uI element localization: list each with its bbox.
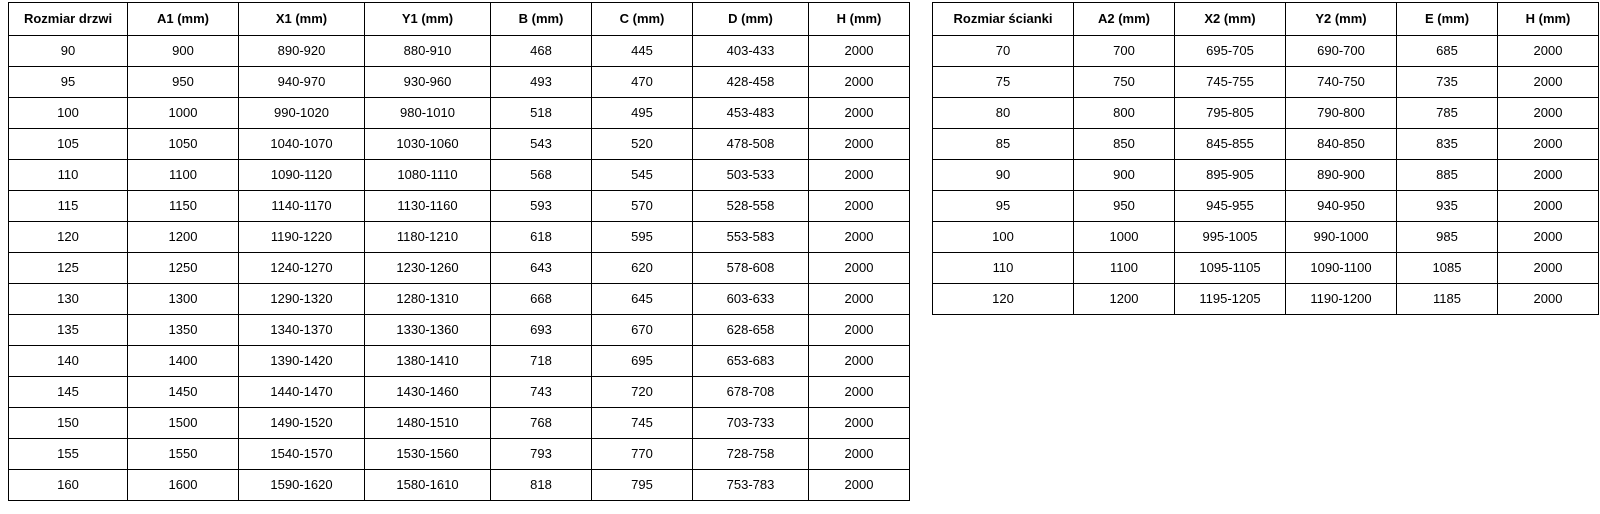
table-cell: 740-750	[1286, 67, 1397, 98]
table-cell: 90	[9, 36, 128, 67]
table-cell: 1195-1205	[1175, 284, 1286, 315]
doors-table-body	[9, 36, 910, 501]
table-cell: 1090-1120	[239, 160, 365, 191]
table-cell: 468	[491, 36, 592, 67]
table-cell: 120	[933, 284, 1074, 315]
table-row	[933, 253, 1599, 284]
table-cell: 80	[933, 98, 1074, 129]
table-row	[9, 67, 910, 98]
table-cell: 900	[128, 36, 239, 67]
column-header: H (mm)	[1498, 3, 1599, 36]
table-cell: 840-850	[1286, 129, 1397, 160]
table-row	[933, 129, 1599, 160]
column-header: A2 (mm)	[1074, 3, 1175, 36]
table-cell: 2000	[809, 377, 910, 408]
table-cell: 620	[592, 253, 693, 284]
table-cell: 2000	[809, 129, 910, 160]
table-row	[9, 129, 910, 160]
table-cell: 2000	[1498, 129, 1599, 160]
table-cell: 880-910	[365, 36, 491, 67]
table-row	[9, 470, 910, 501]
table-cell: 470	[592, 67, 693, 98]
column-header: H (mm)	[809, 3, 910, 36]
column-header: B (mm)	[491, 3, 592, 36]
table-cell: 890-920	[239, 36, 365, 67]
table-cell: 745-755	[1175, 67, 1286, 98]
table-cell: 1350	[128, 315, 239, 346]
table-cell: 120	[9, 222, 128, 253]
table-cell: 2000	[809, 315, 910, 346]
table-cell: 768	[491, 408, 592, 439]
table-cell: 403-433	[693, 36, 809, 67]
table-cell: 950	[1074, 191, 1175, 222]
column-header: Rozmiar drzwi	[9, 3, 128, 36]
table-cell: 995-1005	[1175, 222, 1286, 253]
table-row	[9, 253, 910, 284]
table-cell: 1380-1410	[365, 346, 491, 377]
table-row	[933, 284, 1599, 315]
table-cell: 2000	[1498, 36, 1599, 67]
table-cell: 2000	[809, 408, 910, 439]
table-cell: 603-633	[693, 284, 809, 315]
table-cell: 1290-1320	[239, 284, 365, 315]
table-cell: 643	[491, 253, 592, 284]
table-cell: 95	[933, 191, 1074, 222]
table-cell: 2000	[1498, 284, 1599, 315]
table-row	[9, 408, 910, 439]
table-cell: 135	[9, 315, 128, 346]
table-cell: 990-1020	[239, 98, 365, 129]
table-row	[9, 439, 910, 470]
table-cell: 1150	[128, 191, 239, 222]
table-cell: 160	[9, 470, 128, 501]
table-cell: 770	[592, 439, 693, 470]
table-cell: 1185	[1397, 284, 1498, 315]
table-cell: 155	[9, 439, 128, 470]
column-header: E (mm)	[1397, 3, 1498, 36]
table-cell: 130	[9, 284, 128, 315]
table-cell: 2000	[1498, 222, 1599, 253]
doors-dimensions-table-container	[8, 2, 910, 501]
table-cell: 1240-1270	[239, 253, 365, 284]
table-row	[9, 98, 910, 129]
table-cell: 800	[1074, 98, 1175, 129]
table-cell: 1190-1200	[1286, 284, 1397, 315]
table-cell: 100	[933, 222, 1074, 253]
table-cell: 495	[592, 98, 693, 129]
table-cell: 1100	[1074, 253, 1175, 284]
table-cell: 645	[592, 284, 693, 315]
table-cell: 2000	[809, 284, 910, 315]
table-cell: 790-800	[1286, 98, 1397, 129]
table-cell: 1250	[128, 253, 239, 284]
table-cell: 728-758	[693, 439, 809, 470]
table-cell: 595	[592, 222, 693, 253]
table-cell: 1040-1070	[239, 129, 365, 160]
table-cell: 578-608	[693, 253, 809, 284]
table-cell: 2000	[809, 439, 910, 470]
table-row	[9, 377, 910, 408]
table-row	[933, 67, 1599, 98]
table-cell: 1200	[1074, 284, 1175, 315]
table-cell: 1500	[128, 408, 239, 439]
walls-dimensions-table	[932, 2, 1599, 315]
table-cell: 2000	[809, 36, 910, 67]
table-cell: 520	[592, 129, 693, 160]
table-cell: 1190-1220	[239, 222, 365, 253]
table-cell: 1330-1360	[365, 315, 491, 346]
table-row	[9, 160, 910, 191]
table-row	[9, 36, 910, 67]
table-cell: 720	[592, 377, 693, 408]
table-cell: 75	[933, 67, 1074, 98]
table-cell: 1390-1420	[239, 346, 365, 377]
table-cell: 493	[491, 67, 592, 98]
table-row	[933, 191, 1599, 222]
table-row	[9, 222, 910, 253]
table-cell: 2000	[809, 191, 910, 222]
table-cell: 795-805	[1175, 98, 1286, 129]
table-cell: 718	[491, 346, 592, 377]
table-cell: 753-783	[693, 470, 809, 501]
table-cell: 543	[491, 129, 592, 160]
table-row	[933, 222, 1599, 253]
table-cell: 1430-1460	[365, 377, 491, 408]
table-cell: 593	[491, 191, 592, 222]
table-cell: 1000	[1074, 222, 1175, 253]
table-cell: 2000	[809, 253, 910, 284]
table-cell: 110	[9, 160, 128, 191]
table-cell: 553-583	[693, 222, 809, 253]
column-header: Y1 (mm)	[365, 3, 491, 36]
table-cell: 453-483	[693, 98, 809, 129]
table-cell: 2000	[1498, 160, 1599, 191]
column-header: Rozmiar ścianki	[933, 3, 1074, 36]
table-cell: 503-533	[693, 160, 809, 191]
table-cell: 1180-1210	[365, 222, 491, 253]
table-cell: 115	[9, 191, 128, 222]
table-cell: 1550	[128, 439, 239, 470]
table-cell: 1590-1620	[239, 470, 365, 501]
table-cell: 428-458	[693, 67, 809, 98]
table-cell: 940-950	[1286, 191, 1397, 222]
table-cell: 940-970	[239, 67, 365, 98]
column-header: C (mm)	[592, 3, 693, 36]
table-cell: 2000	[1498, 253, 1599, 284]
table-cell: 2000	[1498, 191, 1599, 222]
table-cell: 140	[9, 346, 128, 377]
table-cell: 930-960	[365, 67, 491, 98]
table-cell: 1230-1260	[365, 253, 491, 284]
table-cell: 70	[933, 36, 1074, 67]
table-cell: 850	[1074, 129, 1175, 160]
table-cell: 2000	[1498, 67, 1599, 98]
table-cell: 1100	[128, 160, 239, 191]
table-cell: 2000	[809, 67, 910, 98]
table-cell: 570	[592, 191, 693, 222]
table-cell: 1140-1170	[239, 191, 365, 222]
table-row	[933, 160, 1599, 191]
table-cell: 85	[933, 129, 1074, 160]
table-cell: 2000	[809, 222, 910, 253]
table-cell: 1600	[128, 470, 239, 501]
table-header-row	[933, 3, 1599, 36]
table-cell: 518	[491, 98, 592, 129]
table-cell: 1400	[128, 346, 239, 377]
table-cell: 793	[491, 439, 592, 470]
table-cell: 695	[592, 346, 693, 377]
table-cell: 1200	[128, 222, 239, 253]
table-cell: 1440-1470	[239, 377, 365, 408]
table-cell: 900	[1074, 160, 1175, 191]
walls-table-header	[933, 3, 1599, 36]
table-cell: 110	[933, 253, 1074, 284]
table-header-row	[9, 3, 910, 36]
table-cell: 735	[1397, 67, 1498, 98]
table-cell: 950	[128, 67, 239, 98]
column-header: A1 (mm)	[128, 3, 239, 36]
table-row	[933, 98, 1599, 129]
table-cell: 693	[491, 315, 592, 346]
table-cell: 2000	[1498, 98, 1599, 129]
table-cell: 685	[1397, 36, 1498, 67]
column-header: X2 (mm)	[1175, 3, 1286, 36]
table-cell: 105	[9, 129, 128, 160]
table-cell: 100	[9, 98, 128, 129]
table-cell: 1580-1610	[365, 470, 491, 501]
table-cell: 885	[1397, 160, 1498, 191]
walls-dimensions-table-container	[932, 2, 1599, 315]
table-cell: 1130-1160	[365, 191, 491, 222]
table-cell: 2000	[809, 346, 910, 377]
table-cell: 95	[9, 67, 128, 98]
table-cell: 1300	[128, 284, 239, 315]
table-cell: 1030-1060	[365, 129, 491, 160]
table-cell: 2000	[809, 160, 910, 191]
table-row	[933, 36, 1599, 67]
table-row	[9, 315, 910, 346]
table-cell: 528-558	[693, 191, 809, 222]
table-row	[9, 284, 910, 315]
table-cell: 818	[491, 470, 592, 501]
table-cell: 895-905	[1175, 160, 1286, 191]
doors-dimensions-table	[8, 2, 910, 501]
doors-table-header	[9, 3, 910, 36]
table-cell: 795	[592, 470, 693, 501]
table-cell: 445	[592, 36, 693, 67]
table-cell: 478-508	[693, 129, 809, 160]
table-cell: 1050	[128, 129, 239, 160]
table-cell: 1480-1510	[365, 408, 491, 439]
table-cell: 1490-1520	[239, 408, 365, 439]
table-cell: 150	[9, 408, 128, 439]
table-cell: 743	[491, 377, 592, 408]
table-cell: 1090-1100	[1286, 253, 1397, 284]
table-cell: 990-1000	[1286, 222, 1397, 253]
table-cell: 1340-1370	[239, 315, 365, 346]
table-cell: 1085	[1397, 253, 1498, 284]
table-cell: 618	[491, 222, 592, 253]
table-cell: 935	[1397, 191, 1498, 222]
table-cell: 750	[1074, 67, 1175, 98]
table-cell: 745	[592, 408, 693, 439]
table-cell: 1540-1570	[239, 439, 365, 470]
column-header: D (mm)	[693, 3, 809, 36]
table-cell: 628-658	[693, 315, 809, 346]
table-cell: 785	[1397, 98, 1498, 129]
table-row	[9, 191, 910, 222]
table-cell: 1080-1110	[365, 160, 491, 191]
table-cell: 890-900	[1286, 160, 1397, 191]
table-cell: 90	[933, 160, 1074, 191]
table-cell: 568	[491, 160, 592, 191]
walls-table-body	[933, 36, 1599, 315]
table-cell: 1450	[128, 377, 239, 408]
table-cell: 845-855	[1175, 129, 1286, 160]
table-cell: 145	[9, 377, 128, 408]
table-cell: 125	[9, 253, 128, 284]
table-cell: 1000	[128, 98, 239, 129]
table-cell: 945-955	[1175, 191, 1286, 222]
table-row	[9, 346, 910, 377]
column-header: Y2 (mm)	[1286, 3, 1397, 36]
table-cell: 980-1010	[365, 98, 491, 129]
table-cell: 690-700	[1286, 36, 1397, 67]
table-cell: 703-733	[693, 408, 809, 439]
table-cell: 2000	[809, 98, 910, 129]
table-cell: 700	[1074, 36, 1175, 67]
table-cell: 670	[592, 315, 693, 346]
table-cell: 678-708	[693, 377, 809, 408]
table-cell: 1530-1560	[365, 439, 491, 470]
table-cell: 985	[1397, 222, 1498, 253]
column-header: X1 (mm)	[239, 3, 365, 36]
table-cell: 653-683	[693, 346, 809, 377]
table-cell: 1280-1310	[365, 284, 491, 315]
table-cell: 695-705	[1175, 36, 1286, 67]
table-cell: 1095-1105	[1175, 253, 1286, 284]
table-cell: 835	[1397, 129, 1498, 160]
table-cell: 545	[592, 160, 693, 191]
table-cell: 668	[491, 284, 592, 315]
table-cell: 2000	[809, 470, 910, 501]
